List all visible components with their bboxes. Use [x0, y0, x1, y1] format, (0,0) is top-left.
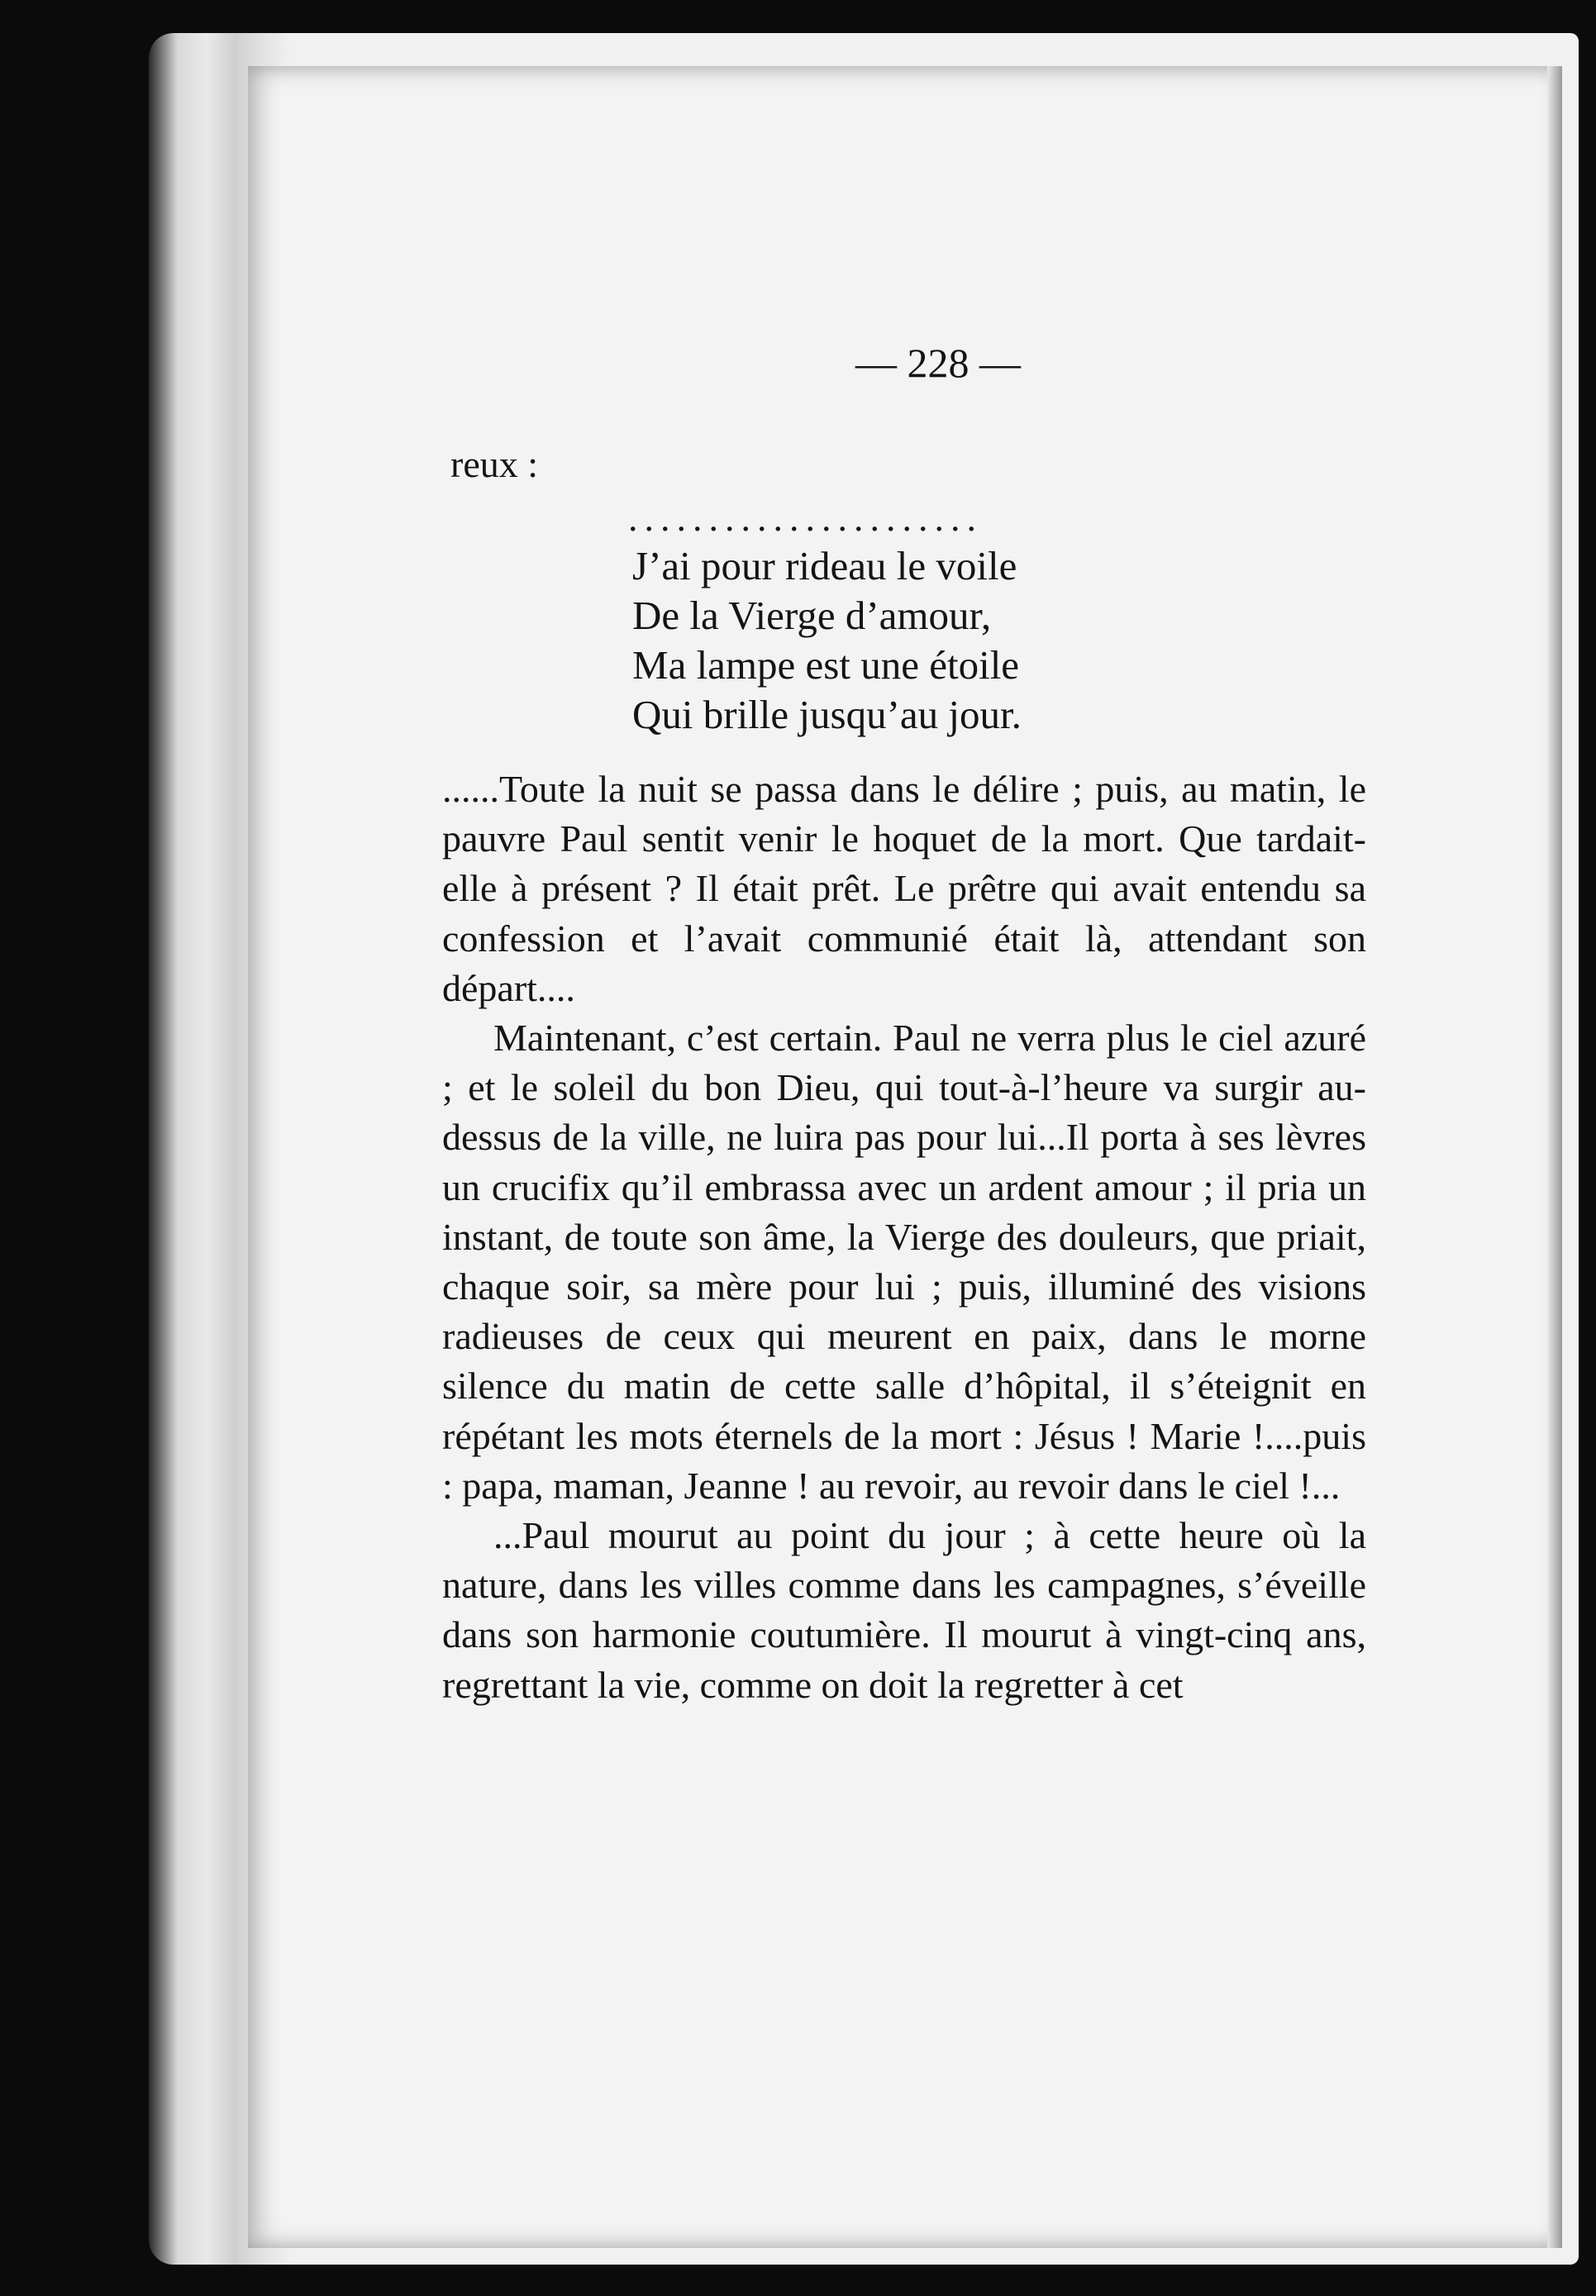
poem-stanza — [632, 541, 1022, 740]
book-page — [248, 66, 1562, 2248]
continuation-word: reux : — [450, 443, 539, 485]
ellipsis-line: ...................... — [628, 497, 983, 539]
poem-line: De la Vierge d’amour, — [632, 593, 992, 638]
body-text — [442, 765, 1366, 1710]
poem-line: Ma lampe est une étoile — [632, 642, 1020, 688]
page-edge-shadow — [1547, 66, 1562, 2248]
paragraph: ...Paul mourut au point du jour ; à cette heure où la nature, dans les villes comme dans les campagnes, s’éveille dans son harmonie coutumière. Il mourut à vingt-cinq ans, regrettant la vie, comme on doit la regretter à cet — [442, 1514, 1366, 1706]
paragraph: Maintenant, c’est certain. Paul ne verra plus le ciel azuré ; et le soleil du bon Dieu, qui tout-à-l’heure va surgir au-dessus de la ville, ne luira pas pour lui...Il porta à ses lèvres un crucifix qu’il embrassa avec un ardent amour ; il pria un instant, de toute son âme, la Vierge des douleurs, que priait, chaque soir, sa mère pour lui ; puis, illuminé des visions radieuses de ceux qui meurent en paix, dans le morne silence du matin de cette salle d’hôpital, il s’éteignit en répétant les mots éternels de la mort : Jésus ! Marie !....puis : papa, maman, Jeanne ! au revoir, au revoir dans le ciel !... — [442, 1017, 1366, 1507]
poem-line: Qui brille jusqu’au jour. — [632, 692, 1022, 737]
poem-line: J’ai pour rideau le voile — [632, 543, 1017, 588]
paragraph: ......Toute la nuit se passa dans le délire ; puis, au matin, le pauvre Paul sentit venir le hoquet de la mort. Que tardait-elle à présent ? Il était prêt. Le prêtre qui avait entendu sa confession et l’avait communié était là, attendant son départ.... — [442, 768, 1366, 1009]
page-number: — 228 — — [855, 340, 1021, 386]
